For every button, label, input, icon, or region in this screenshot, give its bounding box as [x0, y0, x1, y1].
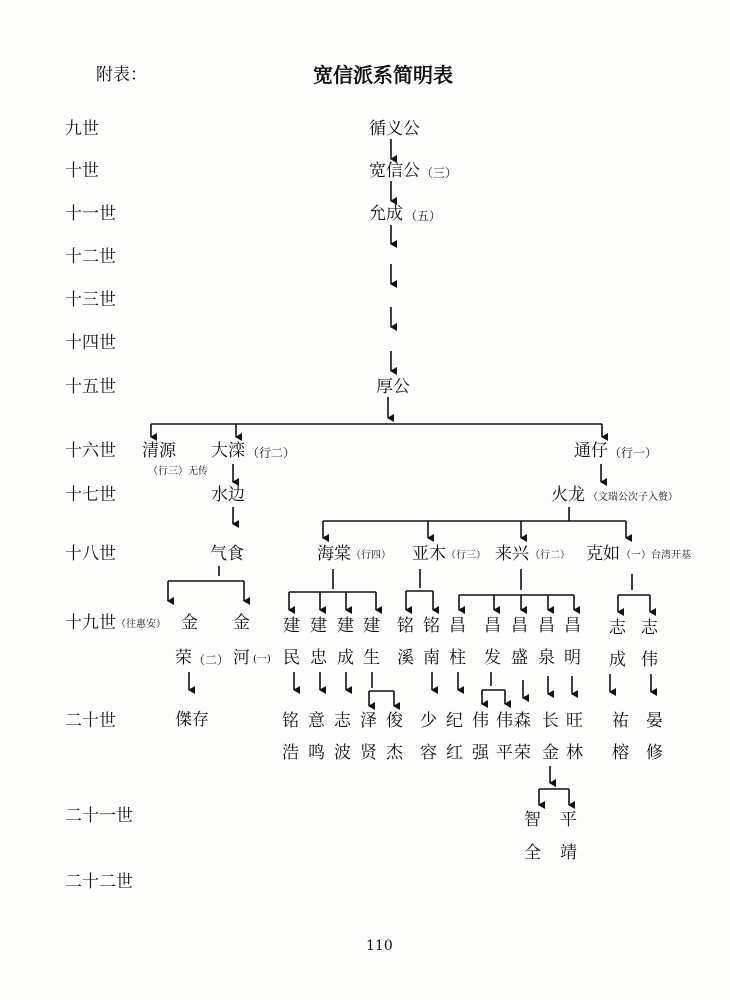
person-zhicheng-b: 成 [609, 650, 626, 670]
person-yamu-note: （行三） [446, 550, 486, 561]
person-zhicheng-a: 志 [609, 618, 626, 638]
person-yourong-b: 榕 [612, 743, 629, 763]
gen-label-19: 十九世 [65, 613, 116, 633]
person-anxiu-b: 修 [646, 743, 663, 763]
person-weiping-a: 伟 [496, 711, 513, 731]
person-minghao-b: 浩 [282, 743, 299, 763]
person-jihong-a: 纪 [446, 711, 463, 731]
person-zexian-b: 贤 [360, 743, 377, 763]
person-haitang: 海棠 [317, 544, 351, 564]
gen-label-14: 十四世 [65, 333, 116, 353]
person-mingxi-a: 铭 [397, 616, 414, 636]
gen-label-22: 二十二世 [65, 872, 133, 892]
person-jinrong-b: 荣 [175, 648, 192, 668]
person-wanglin-b: 林 [566, 743, 583, 763]
person-shuibian: 水边 [211, 485, 245, 505]
gen-label-21: 二十一世 [65, 806, 133, 826]
person-jianzhong-b: 忠 [310, 648, 327, 668]
person-yuncheng: 允成 [369, 204, 403, 224]
person-junjie-b: 杰 [386, 743, 403, 763]
gen-label-9: 九世 [65, 119, 99, 139]
person-shaorong-a: 少 [420, 711, 437, 731]
person-jianmin-b: 民 [283, 648, 300, 668]
gen-label-15: 十五世 [65, 377, 116, 397]
person-laixing-note: （行二） [530, 550, 570, 561]
person-kuanxin-note: （三） [421, 166, 458, 180]
person-weiping-b: 平 [496, 743, 513, 763]
person-yiming-b: 鸣 [308, 743, 325, 763]
person-changsheng-a: 昌 [511, 616, 528, 636]
person-changming-b: 明 [564, 648, 581, 668]
person-changjin-b: 金 [542, 743, 559, 763]
person-hougong: 厚公 [376, 377, 410, 397]
person-qingyuan-note: （行三）无传 [148, 466, 208, 477]
person-xunyi: 循义公 [369, 119, 420, 139]
person-jinhe-b: 河 [233, 648, 250, 668]
person-jinrong-a: 金 [181, 613, 198, 633]
person-minghao-a: 铭 [282, 711, 299, 731]
person-wanglin-a: 旺 [566, 711, 583, 731]
person-qingyuan: 清源 [142, 441, 176, 461]
person-jiansheng-b: 生 [363, 648, 380, 668]
person-zhiwei-a: 志 [641, 618, 658, 638]
gen-label-17: 十七世 [65, 485, 116, 505]
person-changming-a: 昌 [564, 616, 581, 636]
gen-label-16: 十六世 [65, 441, 116, 461]
person-mingxi-b: 溪 [397, 648, 414, 668]
person-zhibo-a: 志 [334, 711, 351, 731]
person-huolong-note: （文瑞公次子入赘） [588, 492, 678, 503]
person-weiqiang-a: 伟 [472, 711, 489, 731]
person-yourong-a: 祐 [612, 711, 629, 731]
person-changjin-a: 长 [542, 711, 559, 731]
person-changquan-a: 昌 [538, 616, 555, 636]
person-jiancheng-b: 成 [337, 648, 354, 668]
page-title: 宽信派系简明表 [313, 63, 453, 87]
gen19-note: （往惠安） [116, 619, 166, 630]
person-zhibo-b: 波 [334, 743, 351, 763]
person-changquan-b: 泉 [538, 648, 555, 668]
gen-label-18: 十八世 [65, 544, 116, 564]
person-kuanxin: 宽信公 [369, 161, 420, 181]
person-qishi: 气食 [210, 544, 244, 564]
person-jiansheng-a: 建 [363, 616, 380, 636]
person-jinhe-note: (一) [253, 654, 271, 665]
person-keru-note: （一）台湾开基 [621, 550, 691, 561]
person-jiancheng-a: 建 [337, 616, 354, 636]
person-yamu: 亚木 [412, 544, 446, 564]
person-laixing: 来兴 [495, 544, 529, 564]
person-weiqiang-b: 强 [472, 743, 489, 763]
person-dashen-note: （行二） [247, 446, 296, 460]
person-jihong-b: 红 [446, 743, 463, 763]
person-zhiwei-b: 伟 [641, 650, 658, 670]
gen-label-12: 十二世 [65, 247, 116, 267]
gen-label-10: 十世 [65, 161, 99, 181]
person-changfa-b: 发 [484, 648, 501, 668]
page-number: 110 [366, 938, 393, 954]
person-zhiquan-b: 全 [524, 843, 541, 863]
person-zexian-a: 泽 [360, 711, 377, 731]
person-tongzai: 通仔 [574, 441, 608, 461]
person-senrong-b: 荣 [514, 743, 531, 763]
gen-label-11: 十一世 [65, 204, 116, 224]
person-haitang-note: （行四） [351, 550, 391, 561]
person-changzhu-b: 柱 [449, 648, 466, 668]
person-changfa-a: 昌 [484, 616, 501, 636]
person-anxiu-a: 晏 [646, 711, 663, 731]
person-huolong: 火龙 [551, 485, 585, 505]
person-dashen: 大滦 [211, 441, 245, 461]
person-jinrong-note: （二） [193, 653, 230, 667]
person-yuncheng-note: （五） [405, 209, 442, 223]
person-yiming-a: 意 [308, 711, 325, 731]
person-jianzhong-a: 建 [310, 616, 327, 636]
person-pingjing-a: 平 [560, 810, 577, 830]
person-jianmin-a: 建 [283, 616, 300, 636]
person-jinhe-a: 金 [233, 613, 250, 633]
person-tongzai-note: （行一） [609, 446, 658, 460]
person-zhiquan-a: 智 [524, 810, 541, 830]
person-pingjing-b: 靖 [560, 843, 577, 863]
person-senrong-a: 森 [514, 711, 531, 731]
person-jiecun: 傑存 [175, 710, 209, 730]
person-changzhu-a: 昌 [449, 616, 466, 636]
appendix-label: 附表： [96, 65, 147, 85]
person-shaorong-b: 容 [420, 743, 437, 763]
gen-label-13: 十三世 [65, 290, 116, 310]
person-mingnan-a: 铭 [423, 616, 440, 636]
person-junjie-a: 俊 [386, 711, 403, 731]
person-keru: 克如 [586, 544, 620, 564]
person-changsheng-b: 盛 [511, 648, 528, 668]
gen-label-20: 二十世 [65, 711, 116, 731]
person-mingnan-b: 南 [423, 648, 440, 668]
